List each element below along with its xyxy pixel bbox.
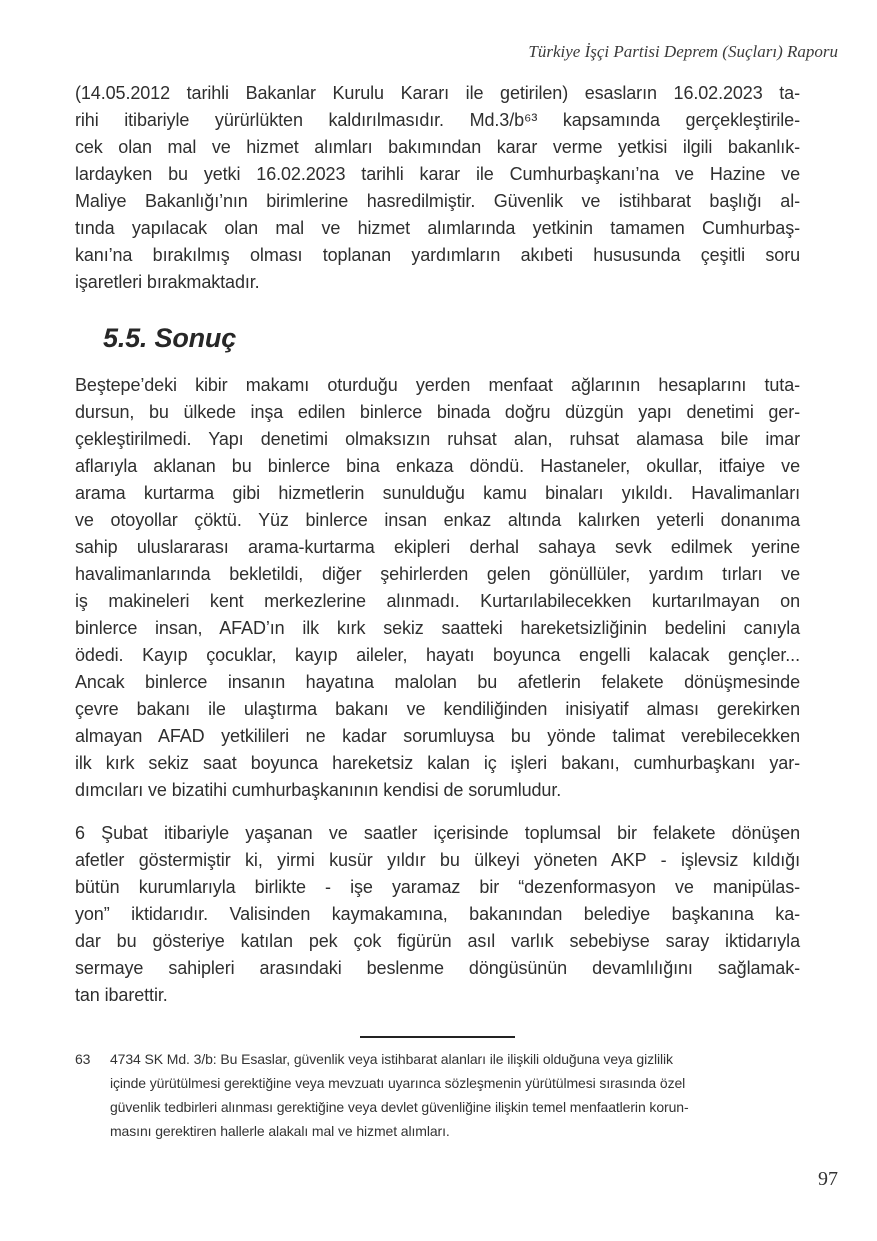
text-line: ödedi. Kayıp çocuklar, kayıp aileler, hayatı boyunca engelli kalacak gençler... xyxy=(75,645,800,665)
text-line: tan ibarettir. xyxy=(75,985,168,1005)
text-line: ilk kırk sekiz saat boyunca hareketsiz kalan iç işleri bakanı, cumhurbaşkanı yar- xyxy=(75,753,800,773)
text-line: Maliye Bakanlığı’nın birimlerine hasredilmiştir. Güvenlik ve istihbarat başlığı al- xyxy=(75,191,800,211)
text-line: almayan AFAD yetkilileri ne kadar sorumluysa bu yönde talimat verebilecekken xyxy=(75,726,800,746)
text-line: işaretleri bırakmaktadır. xyxy=(75,272,260,292)
footnote-line: güvenlik tedbirleri alınması gerektiğine veya devlet güvenliğine ilişkin temel menfaatlerin korun- xyxy=(110,1099,689,1115)
page-content xyxy=(75,80,800,1143)
text-line: kanı’na bırakılmış olması toplanan yardımların akıbeti hususunda çeşitli soru xyxy=(75,245,800,265)
footnote-number: 63 xyxy=(75,1051,91,1067)
footnote-line: içinde yürütülmesi gerektiğine veya mevzuatı uyarınca sözleşmenin yürütülmesi sırasında özel xyxy=(110,1075,686,1091)
text-line: sermaye sahipleri arasındaki beslenme döngüsünün devamlılığını sağlamak- xyxy=(75,958,800,978)
text-line: dar bu gösteriye katılan pek çok figürün asıl varlık sebebiyse saray iktidarıyla xyxy=(75,931,800,951)
text-line: iş makineleri kent merkezlerine alınmadı. Kurtarılabilecekken kurtarılmayan on xyxy=(75,591,800,611)
footnote-line: 4734 SK Md. 3/b: Bu Esaslar, güvenlik veya istihbarat alanları ile ilişkili olduğuna veya gizlilik xyxy=(110,1051,673,1067)
text-line: çekleştirilmedi. Yapı denetimi olmaksızın ruhsat alan, ruhsat alamasa bile imar xyxy=(75,429,800,449)
running-header xyxy=(0,0,877,62)
text-line: rihi itibariyle yürürlükten kaldırılmasıdır. Md.3/b⁶³ kapsamında gerçekleştirile- xyxy=(75,110,800,130)
text-line: (14.05.2012 tarihli Bakanlar Kurulu Kararı ile getirilen) esasların 16.02.2023 ta- xyxy=(75,83,800,103)
paragraph-sonuc-2 xyxy=(75,820,800,1009)
footnote xyxy=(75,1047,800,1143)
text-line: bütün kurumlarıyla birlikte - işe yaramaz bir “dezenformasyon ve manipülas- xyxy=(75,877,800,897)
report-title: Türkiye İşçi Partisi Deprem (Suçları) Raporu xyxy=(528,42,838,61)
section-heading: 5.5. Sonuç xyxy=(103,323,237,353)
text-line: dursun, bu ülkede inşa edilen binlerce binada doğru düzgün yapı denetimi ger- xyxy=(75,402,800,422)
footnote-separator xyxy=(360,1036,515,1038)
text-line: ve otoyollar çöktü. Yüz binlerce insan enkaz altında kalırken yeterli donanıma xyxy=(75,510,800,530)
text-line: binlerce insan, AFAD’ın ilk kırk sekiz saatteki hareketsizliğinin bedelini canıyla xyxy=(75,618,800,638)
text-line: sahip uluslararası arama-kurtarma ekipleri derhal sahaya sevk edilmek yerine xyxy=(75,537,800,557)
text-line: dımcıları ve bizatihi cumhurbaşkanının kendisi de sorumludur. xyxy=(75,780,562,800)
text-line: aflarıyla aklanan bu binlerce bina enkaza döndü. Hastaneler, okullar, itfaiye ve xyxy=(75,456,800,476)
text-line: çevre bakanı ile ulaştırma bakanı ve kendiliğinden inisiyatif alması gerekirken xyxy=(75,699,800,719)
paragraph-intro xyxy=(75,80,800,296)
text-line: havalimanlarında bekletildi, diğer şehirlerden gelen gönüllüler, yardım tırları ve xyxy=(75,564,800,584)
paragraph-sonuc-1 xyxy=(75,372,800,804)
text-line: arama kurtarma gibi hizmetlerin sunulduğu kamu binaları yıkıldı. Havalimanları xyxy=(75,483,800,503)
text-line: yon” iktidarıdır. Valisinden kaymakamına, bakanından belediye başkanına ka- xyxy=(75,904,800,924)
page-number: 97 xyxy=(818,1168,838,1190)
footnote-text xyxy=(110,1047,800,1143)
text-line: lardayken bu yetki 16.02.2023 tarihli karar ile Cumhurbaşkanı’na ve Hazine ve xyxy=(75,164,800,184)
text-line: 6 Şubat itibariyle yaşanan ve saatler içerisinde toplumsal bir felakete dönüşen xyxy=(75,823,800,843)
text-line: tında yapılacak olan mal ve hizmet alımlarında yetkinin tamamen Cumhurbaş- xyxy=(75,218,800,238)
footnote-line: masını gerektiren hallerle alakalı mal ve hizmet alımları. xyxy=(110,1123,450,1139)
text-line: cek olan mal ve hizmet alımları bakımından karar verme yetkisi ilgili bakanlık- xyxy=(75,137,800,157)
text-line: afetler göstermiştir ki, yirmi kusür yıldır bu ülkeyi yöneten AKP - işlevsiz kıldığı xyxy=(75,850,800,870)
text-line: Ancak binlerce insanın hayatına malolan bu afetlerin felakete dönüşmesinde xyxy=(75,672,800,692)
text-line: Beştepe’deki kibir makamı oturduğu yerden menfaat ağlarının hesaplarını tuta- xyxy=(75,375,800,395)
